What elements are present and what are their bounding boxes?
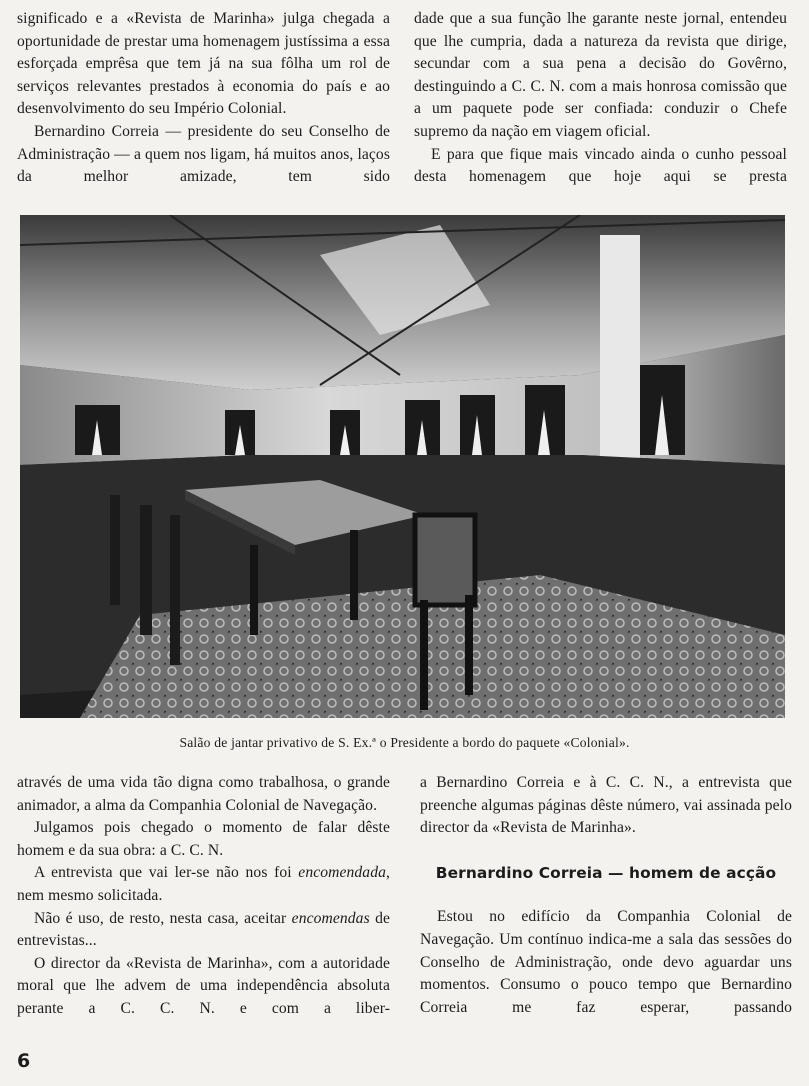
paragraph: O director da «Revista de Marinha», com a autoridade moral que lhe advem de uma independência absoluta perante a C. C. N. e com a liber-: [17, 954, 390, 1017]
emphasis: encomendada: [298, 864, 386, 882]
text: , nem mesmo solicitada.: [17, 864, 390, 904]
page-number: 6: [17, 1050, 31, 1072]
column-top-left: [17, 8, 390, 189]
paragraph: através de uma vida tão digna como trabalhosa, o grande animador, a alma da Companhia Colonial de Navegação.: [17, 774, 390, 814]
paragraph: dade que a sua função lhe garante neste jornal, entendeu que lhe cumpria, dada a natureza da revista que dirige, secundar com a sua pena a decisão do Govêrno, destinguindo a C. C. N. com a mais honrosa comissão que a um paquete pode ser confiada: conduzir o Chefe supremo da nação em viagem oficial.: [414, 10, 787, 140]
paragraph: Julgamos pois chegado o momento de falar dêste homem e da sua obra: a C. C. N.: [17, 819, 390, 859]
column-bottom-left: [17, 772, 390, 1021]
dining-room-photo: [20, 215, 785, 718]
emphasis: encomendas: [291, 909, 370, 927]
photo-illustration: [20, 215, 785, 718]
paragraph: Bernardino Correia — presidente do seu Conselho de Administração — a quem nos ligam, há muitos anos, laços da melhor amizade, tem sido: [17, 122, 390, 186]
text: de entrevistas...: [17, 909, 390, 950]
paragraph: a Bernardino Correia e à C. C. N., a entrevista que preenche algumas páginas dêste número, vai assinada pelo director da «Revista de Marinha».: [420, 774, 792, 837]
text: A entrevista que vai ler-se não nos foi: [34, 864, 299, 882]
column-top-right: [414, 8, 787, 189]
paragraph: [17, 908, 390, 953]
paragraph: Estou no edifício da Companhia Colonial de Navegação. Um contínuo indica-me a sala das sessões do Conselho de Administração, onde devo aguardar uns momentos. Consumo o pouco tempo que Bernardino Correia me faz esperar, passando: [420, 908, 792, 1016]
paragraph: significado e a «Revista de Marinha» julga chegada a oportunidade de prestar uma homenagem justíssima a essa esforçada emprêsa que tem já na sua fôlha um rol de serviços relevantes prestados à economia do país e ao desenvolvimento do seu Império Colonial.: [17, 10, 390, 118]
photo-caption: Salão de jantar privativo de S. Ex.ª o Presidente a bordo do paquete «Colonial».: [179, 735, 630, 750]
paragraph: [17, 862, 390, 907]
column-bottom-right: [420, 772, 792, 1019]
section-heading: Bernardino Correia — homem de acção: [435, 863, 777, 882]
text: Não é uso, de resto, nesta casa, aceitar: [34, 909, 292, 927]
paragraph: E para que fique mais vincado ainda o cunho pessoal desta homenagem que hoje aqui se presta: [414, 145, 787, 186]
